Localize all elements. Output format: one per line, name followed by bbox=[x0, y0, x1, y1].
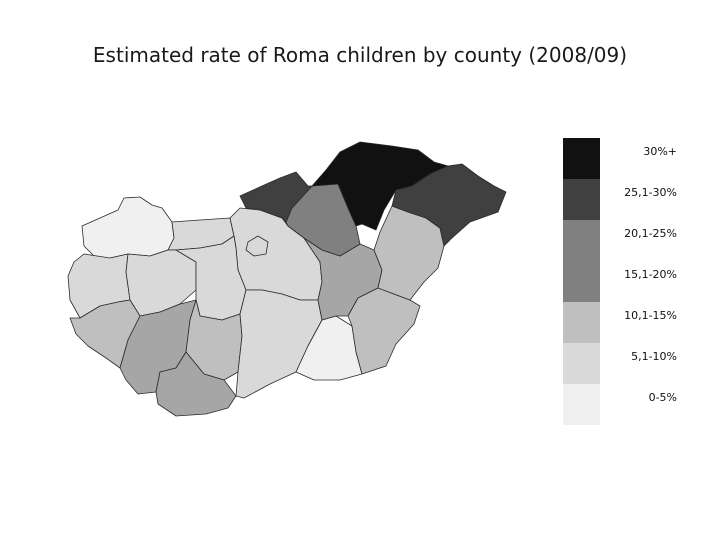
legend-item bbox=[563, 343, 703, 384]
legend-swatch bbox=[563, 261, 600, 302]
legend-swatch bbox=[563, 343, 600, 384]
legend-swatch bbox=[563, 179, 600, 220]
legend-label: 0-5% bbox=[648, 391, 677, 404]
legend-label: 25,1-30% bbox=[624, 186, 677, 199]
map-title: Estimated rate of Roma children by county (2008/09) bbox=[92, 43, 628, 67]
legend-item bbox=[563, 179, 703, 220]
legend-label: 30%+ bbox=[643, 145, 677, 158]
legend-swatch bbox=[563, 220, 600, 261]
legend-label: 20,1-25% bbox=[624, 227, 677, 240]
legend-label: 15,1-20% bbox=[624, 268, 677, 281]
legend-swatch bbox=[563, 302, 600, 343]
legend-item bbox=[563, 384, 703, 425]
map-legend bbox=[563, 138, 703, 425]
legend-swatch bbox=[563, 138, 600, 179]
county-gyor-moson-sopron bbox=[82, 197, 174, 258]
legend-item bbox=[563, 138, 703, 179]
legend-item bbox=[563, 261, 703, 302]
legend-label: 10,1-15% bbox=[624, 309, 677, 322]
legend-swatch bbox=[563, 384, 600, 425]
legend-item bbox=[563, 220, 703, 261]
legend-label: 5,1-10% bbox=[631, 350, 677, 363]
legend-item bbox=[563, 302, 703, 343]
county-bekes bbox=[348, 288, 420, 374]
